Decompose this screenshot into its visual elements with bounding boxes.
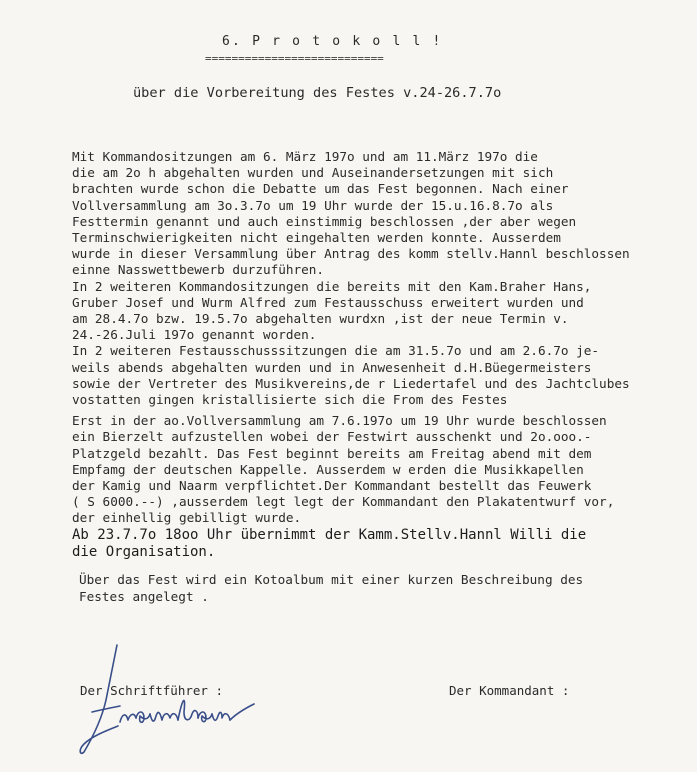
body-line: der einhellig gebilligt wurde. (72, 510, 302, 526)
body-line: In 2 weiteren Kommandositzungen die bereits mit den Kam.Braher Hans, (72, 278, 592, 294)
body-line: sowie der Vertreter des Musikvereins,de r Liedertafel und des Jachtclubes (72, 375, 630, 391)
body-line: wurde in dieser Versammlung über Antrag des komm stellv.Hannl beschlossen (72, 246, 630, 262)
organisation-line: Ab 23.7.7o 18oo Uhr übernimmt der Kamm.Stellv.Hannl Willi die (72, 526, 587, 543)
body-line: 24.-26.Juli 197o genannt worden. (72, 327, 317, 343)
body-line: Erst in der ao.Vollversammlung am 7.6.197o um 19 Uhr wurde beschlossen (72, 413, 607, 429)
body-line: brachten wurde schon die Debatte um das Fest begonnen. Nach einer (72, 181, 569, 197)
closing-note (79, 572, 679, 605)
body-line: die am 2o h abgehalten wurden und Auseinandersetzungen mit sich (72, 165, 554, 181)
body-line: ( S 6000.--) ,ausserdem legt legt der Kommandant den Plakatentwurf vor, (72, 494, 615, 510)
handwritten-signature (70, 640, 270, 760)
document-title: 6. P r o t o k o l l ! (222, 34, 443, 49)
commander-label: Der Kommandant : (449, 683, 570, 698)
body-line: Platzgeld bezahlt. Das Fest beginnt bereits am Freitag abend mit dem (72, 445, 592, 461)
closing-line: Über das Fest wird ein Kotoalbum mit einer kurzen Beschreibung des (79, 572, 584, 587)
body-line: Gruber Josef und Wurm Alfred zum Festausschuss erweitert wurden und (72, 294, 584, 310)
secretary-label: Der Schriftführer : (80, 683, 223, 698)
body-line: In 2 weiteren Festausschusssitzungen die am 31.5.7o und am 2.6.7o je- (72, 343, 600, 359)
closing-line: Festes angelegt . (79, 588, 209, 604)
title-underline: =========================== (205, 52, 384, 65)
body-line: Mit Kommandositzungen am 6. März 197o und am 11.März 197o die (72, 149, 538, 164)
organisation-line: die Organisation. (72, 543, 216, 560)
protocol-body (72, 149, 692, 561)
body-line: Festtermin genannt und auch einstimmig beschlossen ,der aber wegen (72, 213, 577, 229)
body-line: ein Bierzelt aufzustellen wobei der Festwirt ausschenkt und 2o.ooo.- (72, 429, 592, 445)
body-line: einne Nasswettbewerb durzuführen. (72, 262, 325, 278)
body-line: Empfamg der deutschen Kappelle. Ausserdem w erden die Musikkapellen (72, 461, 584, 477)
body-line: Terminschwierigkeiten nicht eingehalten werden konnte. Ausserdem (72, 230, 561, 246)
body-line: Vollversammlung am 3o.3.7o um 19 Uhr wurde der 15.u.16.8.7o als (72, 197, 554, 213)
body-line: vostatten gingen kristallisierte sich die From des Festes (72, 392, 508, 408)
document-subtitle: über die Vorbereitung des Festes v.24-26.7.7o (133, 85, 502, 101)
body-line: der Kamig und Naarm verpflichtet.Der Kommandant bestellt das Feuwerk (72, 478, 592, 494)
body-line: weils abends abgehalten wurden und in Anwesenheit d.H.Büegermeisters (72, 359, 592, 375)
body-line: am 28.4.7o bzw. 19.5.7o abgehalten wurdxn ,ist der neue Termin v. (72, 311, 569, 327)
